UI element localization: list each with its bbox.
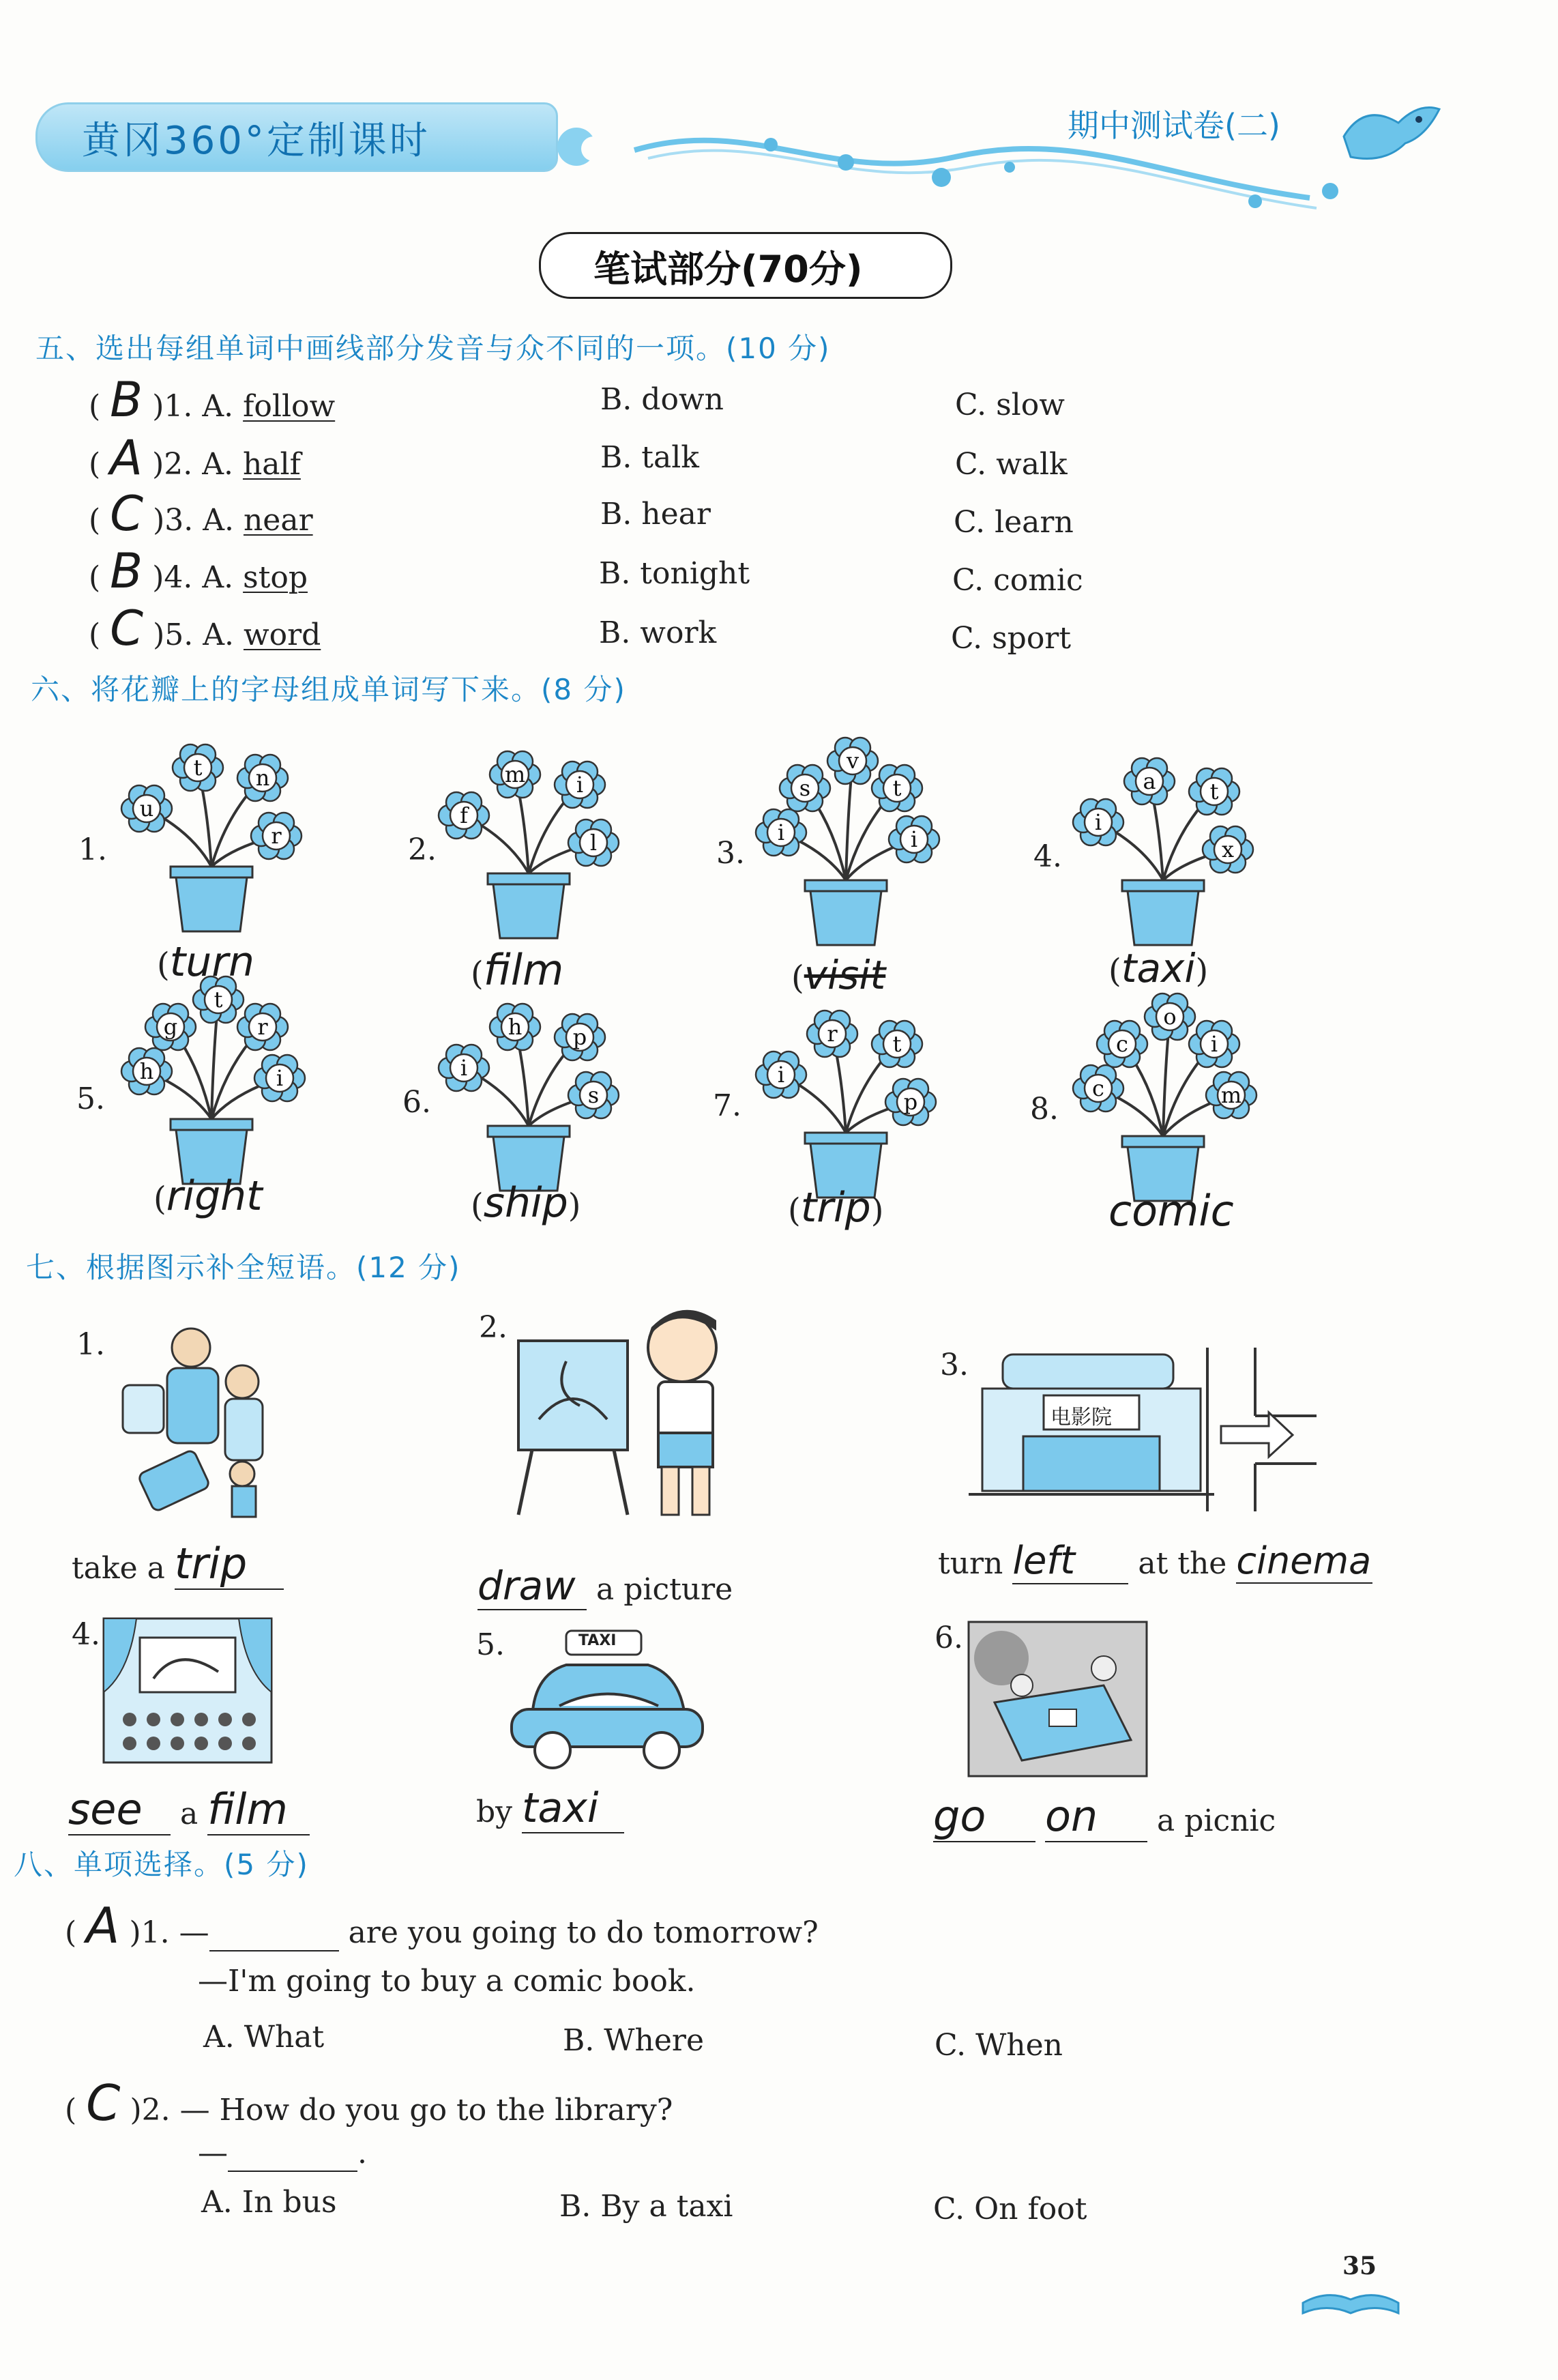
picnic-image <box>967 1621 1148 1777</box>
flower-pot <box>1073 993 1256 1201</box>
section8-title: 八、单项选择。(5 分) <box>14 1848 309 1881</box>
flower-petal <box>1189 768 1239 815</box>
flower-petal <box>1145 993 1195 1040</box>
flower-petal <box>885 1079 936 1125</box>
option-a[interactable]: A. What <box>203 2020 325 2055</box>
section6-title: 六、将花瓣上的字母组成单词写下来。(8 分) <box>31 673 626 706</box>
petal-letter: s <box>587 1082 600 1108</box>
item-number: 4. <box>72 1617 100 1652</box>
petal-letter: t <box>214 987 223 1013</box>
petal-letter: i <box>1094 809 1102 835</box>
flower-answer: (turn <box>157 938 254 986</box>
petal-letter: c <box>1116 1031 1128 1057</box>
flower-petal <box>1189 1021 1239 1067</box>
flower-petal <box>872 1021 922 1067</box>
flower-petal <box>555 1014 605 1060</box>
petal-letter: p <box>903 1089 918 1115</box>
travelers-image <box>95 1317 286 1522</box>
item-number: 6. <box>935 1621 963 1655</box>
petal-letter: n <box>255 765 270 791</box>
item-number: 5. <box>476 1627 505 1662</box>
answer-handwriting: B <box>110 372 143 428</box>
petal-letter: o <box>1163 1004 1177 1030</box>
answer-handwriting: A <box>110 430 143 486</box>
option-c[interactable]: C. When <box>935 2028 1063 2063</box>
flower-petal <box>254 1055 305 1101</box>
answer-handwriting: C <box>110 600 144 656</box>
flower-petal <box>1073 1065 1123 1112</box>
item-number: 2. <box>479 1310 508 1345</box>
petal-letter: r <box>271 823 282 849</box>
flower-petal <box>237 755 288 801</box>
flower-answer: (taxi) <box>1108 945 1209 991</box>
petal-letter: t <box>892 1031 902 1057</box>
petal-letter: m <box>1220 1082 1242 1108</box>
flower-pot <box>756 738 939 945</box>
book-icon <box>1299 2276 1402 2317</box>
flower-number: 1. <box>78 832 107 867</box>
petal-letter: h <box>139 1058 154 1084</box>
petal-letter: v <box>846 748 859 774</box>
flower-petal <box>1206 1072 1256 1118</box>
flower-petal <box>439 792 489 839</box>
answer-handwriting: B <box>110 543 143 599</box>
phrase-2: draw a picture <box>477 1563 733 1609</box>
header-brand: 黄冈360°定制课时 <box>82 119 430 163</box>
petal-letter: i <box>1210 1031 1218 1057</box>
option-b[interactable]: B. By a taxi <box>559 2189 733 2224</box>
flower-answer: (film <box>471 945 564 995</box>
flower-petal <box>145 1004 196 1050</box>
question-1-reply: —I'm going to buy a comic book. <box>198 1964 696 1999</box>
flower-number: 5. <box>76 1082 105 1116</box>
option-a[interactable]: A. In bus <box>201 2185 337 2220</box>
petal-letter: l <box>589 830 598 856</box>
petal-letter: t <box>193 755 203 781</box>
flower-petal <box>568 819 619 866</box>
petal-letter: i <box>276 1065 284 1091</box>
petal-letter: u <box>139 796 154 822</box>
petal-letter: g <box>163 1014 178 1040</box>
list-item: ( A )2. A. half <box>89 430 301 486</box>
item-number: 3. <box>940 1348 969 1382</box>
petal-letter: s <box>799 775 811 801</box>
flower-petal <box>827 738 878 784</box>
phrase-5: by taxi <box>476 1784 624 1833</box>
header-test-title: 期中测试卷(二) <box>1068 107 1280 144</box>
drawing-boy-image <box>512 1296 737 1528</box>
flower-petal <box>121 785 172 832</box>
flower-answer: (right <box>153 1172 263 1220</box>
flower-petal <box>756 1051 806 1098</box>
taxi-sign: TAXI <box>578 1632 617 1649</box>
option-b[interactable]: B. Where <box>563 2023 704 2058</box>
answer-handwriting: C <box>110 486 144 542</box>
petal-letter: m <box>504 761 526 787</box>
flower-answer: (trip) <box>788 1184 884 1232</box>
flower-number: 8. <box>1030 1092 1059 1127</box>
flower-number: 7. <box>713 1088 741 1123</box>
phrase-6: go on a picnic <box>933 1791 1276 1841</box>
flower-pot <box>1073 758 1253 945</box>
flower-petal <box>490 751 540 798</box>
petal-letter: i <box>777 1062 785 1088</box>
list-item: ( B )4. A. stop <box>89 543 308 599</box>
section5-title: 五、选出每组单词中画线部分发音与众不同的一项。(10 分) <box>35 332 831 365</box>
phrase-4: see a film <box>68 1784 310 1835</box>
flower-petal <box>889 816 939 862</box>
flower-pot <box>439 1004 619 1191</box>
answer-handwriting: A <box>86 1897 120 1954</box>
petal-letter: h <box>508 1014 523 1040</box>
flower-petal <box>251 813 302 859</box>
answer-handwriting: C <box>86 2074 121 2132</box>
flower-number: 3. <box>716 836 745 871</box>
theater-image <box>102 1617 273 1764</box>
phrase-1: take a trip <box>72 1539 284 1590</box>
flower-petal <box>872 765 922 811</box>
petal-letter: t <box>892 775 902 801</box>
flower-answer: (visit <box>791 952 886 998</box>
list-item: ( C )3. A. near <box>89 486 313 542</box>
cinema-image <box>969 1348 1323 1515</box>
section7-title: 七、根据图示补全短语。(12 分) <box>26 1251 461 1284</box>
petal-letter: i <box>460 1055 468 1081</box>
petal-letter: x <box>1221 837 1235 862</box>
flower-number: 4. <box>1033 839 1062 874</box>
petal-letter: f <box>460 802 468 828</box>
question-2-reply: — . <box>198 2136 367 2171</box>
flower-petal <box>1203 826 1253 873</box>
flower-petal <box>439 1045 489 1091</box>
petal-letter: i <box>576 772 584 798</box>
flower-pot <box>121 744 302 931</box>
question-2: ( C )2. — How do you go to the library? <box>65 2074 673 2132</box>
flower-number: 2. <box>408 832 437 867</box>
petal-letter: c <box>1092 1075 1104 1101</box>
flower-petal <box>237 1004 288 1050</box>
flower-petal <box>1124 758 1175 804</box>
page-number: 35 <box>1342 2252 1377 2280</box>
flower-petal <box>807 1011 857 1057</box>
flower-petal <box>555 761 605 808</box>
option-c[interactable]: C. On foot <box>933 2192 1087 2226</box>
flower-pot <box>121 976 305 1184</box>
flower-petal <box>1097 1021 1147 1067</box>
flower-pot <box>756 1011 936 1198</box>
petal-letter: i <box>777 819 785 845</box>
petal-letter: t <box>1209 779 1219 804</box>
flower-number: 6. <box>402 1085 431 1120</box>
petal-letter: r <box>827 1021 838 1047</box>
list-item: ( C )5. A. word <box>89 600 321 656</box>
petal-letter: p <box>572 1024 587 1050</box>
flower-pot <box>439 751 619 938</box>
phrase-3: turn left at the cinema <box>938 1539 1372 1584</box>
item-number: 1. <box>76 1327 105 1362</box>
petal-letter: r <box>257 1014 268 1040</box>
flower-petal <box>780 765 830 811</box>
question-1: ( A )1. — are you going to do tomorrow? <box>65 1897 819 1954</box>
flower-answer: comic <box>1108 1186 1234 1236</box>
flower-petal <box>173 744 223 791</box>
flower-petal <box>756 809 806 856</box>
petal-letter: i <box>910 826 918 852</box>
flower-petal <box>490 1004 540 1050</box>
list-item: ( B )1. A. follow <box>89 372 336 428</box>
section-banner-text: 笔试部分(70分) <box>593 248 863 291</box>
flower-petal <box>1073 799 1123 845</box>
cinema-sign: 电影院 <box>1050 1406 1112 1430</box>
petal-letter: a <box>1143 768 1156 794</box>
flower-petal <box>568 1072 619 1118</box>
flower-answer: (ship) <box>471 1179 581 1227</box>
flower-petal <box>121 1048 172 1094</box>
